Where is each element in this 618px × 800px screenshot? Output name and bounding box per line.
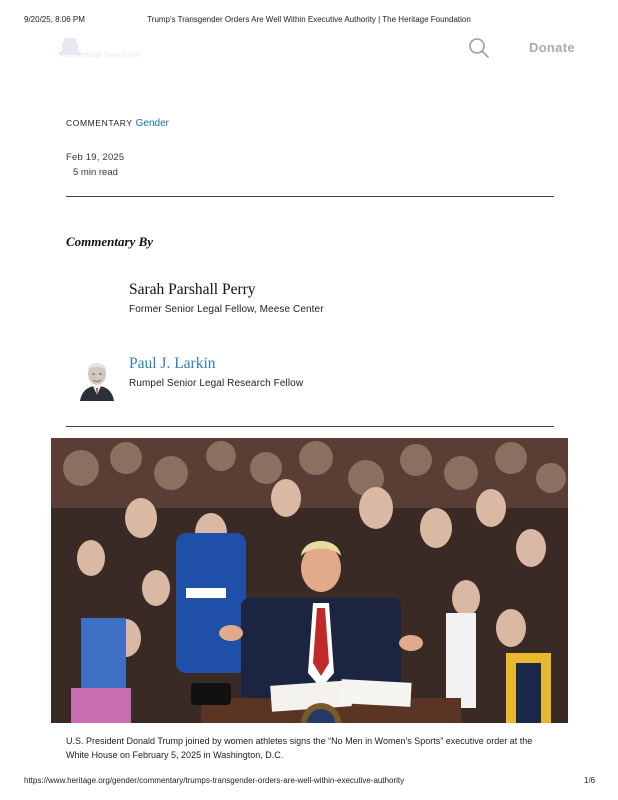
print-page-title: Trump's Transgender Orders Are Well Within Executive Authority | The Heritage Foundation — [147, 15, 471, 24]
heritage-logo[interactable] — [38, 36, 141, 64]
article-hero-photo — [51, 438, 568, 723]
search-icon[interactable] — [468, 37, 490, 59]
logo-text: The Heritage Foundation — [60, 50, 141, 59]
author-title: Former Senior Legal Fellow, Meese Center — [129, 304, 324, 315]
divider — [66, 426, 554, 427]
kicker-label: COMMENTARY — [66, 118, 133, 128]
print-url: https://www.heritage.org/gender/commentary/trumps-transgender-orders-are-well-within-executive-authority — [24, 776, 405, 785]
author-title: Rumpel Senior Legal Research Fellow — [129, 378, 304, 389]
photo-caption: U.S. President Donald Trump joined by women athletes signs the “No Men in Women's Sports” executive order at the White House on February 5, 2025 in Washington, D.C. — [66, 736, 533, 760]
print-page-number: 1/6 — [584, 776, 596, 785]
author-name[interactable]: Sarah Parshall Perry — [129, 281, 256, 298]
publish-date: Feb 19, 2025 — [66, 152, 125, 163]
author-avatar[interactable] — [78, 355, 116, 401]
author-name-link[interactable]: Paul J. Larkin — [129, 355, 216, 372]
print-datetime: 9/20/25, 8:06 PM — [24, 15, 85, 24]
donate-button[interactable]: Donate — [529, 40, 575, 55]
topic-tag-link[interactable]: Gender — [135, 118, 169, 129]
divider — [66, 196, 554, 197]
article-kicker — [66, 118, 169, 129]
commentary-by-heading: Commentary By — [66, 234, 154, 249]
read-time: 5 min read — [73, 167, 118, 178]
